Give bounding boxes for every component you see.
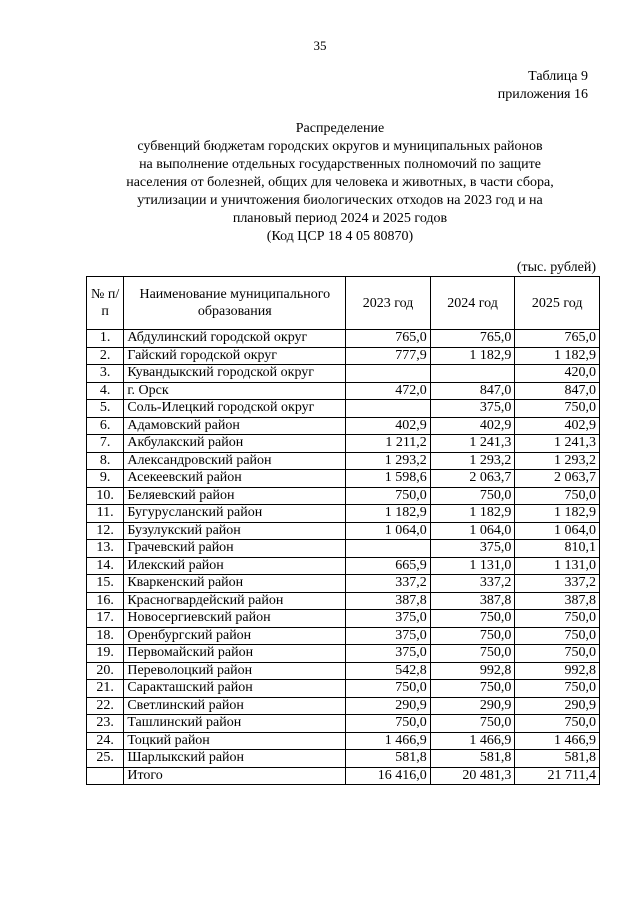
header-2023: 2023 год — [346, 277, 431, 330]
cell-municipality: Асекеевский район — [124, 470, 346, 488]
cell-number: 21. — [87, 680, 124, 698]
cell-number: 7. — [87, 435, 124, 453]
cell-municipality: Тоцкий район — [124, 732, 346, 750]
cell-2025: 1 466,9 — [515, 732, 600, 750]
cell-2024: 750,0 — [430, 715, 515, 733]
header-municipality: Наименование муниципального образования — [124, 277, 346, 330]
cell-2023: 387,8 — [346, 592, 431, 610]
cell-2025: 387,8 — [515, 592, 600, 610]
cell-municipality: Грачевский район — [124, 540, 346, 558]
table-row — [87, 750, 600, 768]
cell-municipality: Переволоцкий район — [124, 662, 346, 680]
cell-municipality: Акбулакский район — [124, 435, 346, 453]
cell-number: 5. — [87, 400, 124, 418]
cell-2023: 542,8 — [346, 662, 431, 680]
cell-2023: 750,0 — [346, 680, 431, 698]
cell-2024: 375,0 — [430, 400, 515, 418]
cell-2024: 750,0 — [430, 487, 515, 505]
cell-2024: 1 293,2 — [430, 452, 515, 470]
cell-number: 17. — [87, 610, 124, 628]
cell-number: 18. — [87, 627, 124, 645]
cell-2023: 581,8 — [346, 750, 431, 768]
cell-municipality: г. Орск — [124, 382, 346, 400]
cell-2023: 402,9 — [346, 417, 431, 435]
cell-2025: 750,0 — [515, 610, 600, 628]
cell-2023: 375,0 — [346, 610, 431, 628]
cell-2025: 1 182,9 — [515, 505, 600, 523]
cell-municipality: Бузулукский район — [124, 522, 346, 540]
table-row — [87, 662, 600, 680]
cell-number: 25. — [87, 750, 124, 768]
cell-2023: 1 182,9 — [346, 505, 431, 523]
table-row — [87, 365, 600, 383]
cell-2023: 375,0 — [346, 627, 431, 645]
cell-number: 24. — [87, 732, 124, 750]
cell-municipality: Шарлыкский район — [124, 750, 346, 768]
cell-2024: 1 064,0 — [430, 522, 515, 540]
document-title — [90, 120, 590, 246]
cell-2023: 1 598,6 — [346, 470, 431, 488]
cell-municipality: Адамовский район — [124, 417, 346, 435]
cell-municipality: Саракташский район — [124, 680, 346, 698]
table-row — [87, 540, 600, 558]
table-row — [87, 347, 600, 365]
header-2024: 2024 год — [430, 277, 515, 330]
cell-2024: 2 063,7 — [430, 470, 515, 488]
title-line-3: на выполнение отдельных государственных полномочий по защите — [139, 157, 541, 172]
cell-2023: 1 466,9 — [346, 732, 431, 750]
cell-municipality: Бугурусланский район — [124, 505, 346, 523]
cell-number: 16. — [87, 592, 124, 610]
cell-2025: 810,1 — [515, 540, 600, 558]
cell-2025: 750,0 — [515, 680, 600, 698]
cell-municipality: Ташлинский район — [124, 715, 346, 733]
cell-2025: 337,2 — [515, 575, 600, 593]
table-row — [87, 627, 600, 645]
table-row — [87, 470, 600, 488]
cell-2024: 1 466,9 — [430, 732, 515, 750]
cell-number: 4. — [87, 382, 124, 400]
cell-municipality: Светлинский район — [124, 697, 346, 715]
cell-2023: 750,0 — [346, 715, 431, 733]
cell-municipality: Соль-Илецкий городской округ — [124, 400, 346, 418]
page-number: 35 — [313, 38, 327, 53]
cell-2025: 581,8 — [515, 750, 600, 768]
cell-2025: 290,9 — [515, 697, 600, 715]
cell-municipality: Кваркенский район — [124, 575, 346, 593]
total-row — [87, 767, 600, 785]
cell-municipality: Красногвардейский район — [124, 592, 346, 610]
cell-2024: 375,0 — [430, 540, 515, 558]
table-row — [87, 505, 600, 523]
table-row — [87, 610, 600, 628]
cell-2024 — [430, 365, 515, 383]
table-row — [87, 522, 600, 540]
cell-2025: 750,0 — [515, 400, 600, 418]
cell-2023: 290,9 — [346, 697, 431, 715]
cell-2024: 847,0 — [430, 382, 515, 400]
table-body — [87, 330, 600, 785]
cell-2024: 1 182,9 — [430, 505, 515, 523]
cell-number — [87, 767, 124, 785]
title-line-7: (Код ЦСР 18 4 05 80870) — [266, 229, 414, 244]
cell-municipality: Кувандыкский городской округ — [124, 365, 346, 383]
cell-municipality: Беляевский район — [124, 487, 346, 505]
cell-2024: 750,0 — [430, 645, 515, 663]
units-label: (тыс. рублей) — [516, 260, 596, 275]
cell-2023: 1 064,0 — [346, 522, 431, 540]
table-row — [87, 592, 600, 610]
cell-2023: 777,9 — [346, 347, 431, 365]
cell-2025: 1 182,9 — [515, 347, 600, 365]
cell-number: 10. — [87, 487, 124, 505]
cell-municipality: Оренбургский район — [124, 627, 346, 645]
cell-municipality: Абдулинский городской округ — [124, 330, 346, 348]
table-reference-line-2: приложения 16 — [497, 87, 588, 102]
table-row — [87, 435, 600, 453]
cell-2023: 1 211,2 — [346, 435, 431, 453]
cell-number: 11. — [87, 505, 124, 523]
cell-2024: 1 182,9 — [430, 347, 515, 365]
cell-number: 22. — [87, 697, 124, 715]
cell-2025: 1 064,0 — [515, 522, 600, 540]
table-row — [87, 680, 600, 698]
cell-2023: 1 293,2 — [346, 452, 431, 470]
table-row — [87, 715, 600, 733]
cell-2024: 1 241,3 — [430, 435, 515, 453]
cell-number: 3. — [87, 365, 124, 383]
cell-2025: 750,0 — [515, 715, 600, 733]
cell-2025: 992,8 — [515, 662, 600, 680]
cell-2025: 1 293,2 — [515, 452, 600, 470]
cell-number: 6. — [87, 417, 124, 435]
table-row — [87, 417, 600, 435]
table-row — [87, 732, 600, 750]
table-row — [87, 487, 600, 505]
cell-number: 13. — [87, 540, 124, 558]
table-row — [87, 400, 600, 418]
cell-2025: 1 131,0 — [515, 557, 600, 575]
cell-2024: 20 481,3 — [430, 767, 515, 785]
cell-municipality: Первомайский район — [124, 645, 346, 663]
cell-number: 8. — [87, 452, 124, 470]
cell-2023 — [346, 400, 431, 418]
cell-2023: 750,0 — [346, 487, 431, 505]
cell-municipality: Итого — [124, 767, 346, 785]
title-line-6: плановый период 2024 и 2025 годов — [232, 211, 448, 226]
subvention-table — [86, 276, 600, 785]
cell-2024: 1 131,0 — [430, 557, 515, 575]
cell-number: 1. — [87, 330, 124, 348]
table-row — [87, 330, 600, 348]
cell-number: 14. — [87, 557, 124, 575]
title-line-4: населения от болезней, общих для человека и животных, в части сбора, — [126, 175, 554, 190]
cell-number: 12. — [87, 522, 124, 540]
header-number: № п/п — [87, 277, 124, 330]
cell-2023: 472,0 — [346, 382, 431, 400]
cell-municipality: Новосергиевский район — [124, 610, 346, 628]
cell-number: 20. — [87, 662, 124, 680]
table-reference-line-1: Таблица 9 — [528, 69, 588, 84]
cell-2025: 750,0 — [515, 645, 600, 663]
table-row — [87, 697, 600, 715]
cell-2024: 337,2 — [430, 575, 515, 593]
table-row — [87, 382, 600, 400]
cell-number: 15. — [87, 575, 124, 593]
cell-municipality: Гайский городской округ — [124, 347, 346, 365]
cell-2024: 750,0 — [430, 627, 515, 645]
table-row — [87, 645, 600, 663]
cell-2024: 402,9 — [430, 417, 515, 435]
cell-number: 19. — [87, 645, 124, 663]
cell-2024: 290,9 — [430, 697, 515, 715]
cell-2024: 992,8 — [430, 662, 515, 680]
cell-2023: 337,2 — [346, 575, 431, 593]
cell-2023: 665,9 — [346, 557, 431, 575]
table-row — [87, 557, 600, 575]
cell-2024: 750,0 — [430, 680, 515, 698]
table-row — [87, 575, 600, 593]
cell-2025: 750,0 — [515, 487, 600, 505]
cell-2025: 2 063,7 — [515, 470, 600, 488]
cell-2023: 375,0 — [346, 645, 431, 663]
cell-2025: 420,0 — [515, 365, 600, 383]
cell-2023: 765,0 — [346, 330, 431, 348]
table-row — [87, 452, 600, 470]
cell-number: 2. — [87, 347, 124, 365]
title-line-2: субвенций бюджетам городских округов и муниципальных районов — [137, 139, 543, 154]
title-line-5: утилизации и уничтожения биологических отходов на 2023 год и на — [137, 193, 543, 208]
cell-2024: 387,8 — [430, 592, 515, 610]
cell-2025: 750,0 — [515, 627, 600, 645]
cell-2023: 16 416,0 — [346, 767, 431, 785]
cell-number: 9. — [87, 470, 124, 488]
cell-2025: 765,0 — [515, 330, 600, 348]
cell-number: 23. — [87, 715, 124, 733]
cell-municipality: Александровский район — [124, 452, 346, 470]
cell-2024: 750,0 — [430, 610, 515, 628]
title-line-1: Распределение — [295, 121, 385, 136]
cell-2024: 581,8 — [430, 750, 515, 768]
cell-2025: 21 711,4 — [515, 767, 600, 785]
header-2025: 2025 год — [515, 277, 600, 330]
cell-municipality: Илекский район — [124, 557, 346, 575]
cell-2025: 1 241,3 — [515, 435, 600, 453]
cell-2023 — [346, 365, 431, 383]
cell-2025: 402,9 — [515, 417, 600, 435]
table-header-row — [87, 277, 600, 330]
table-reference — [498, 68, 588, 104]
cell-2025: 847,0 — [515, 382, 600, 400]
cell-2023 — [346, 540, 431, 558]
cell-2024: 765,0 — [430, 330, 515, 348]
